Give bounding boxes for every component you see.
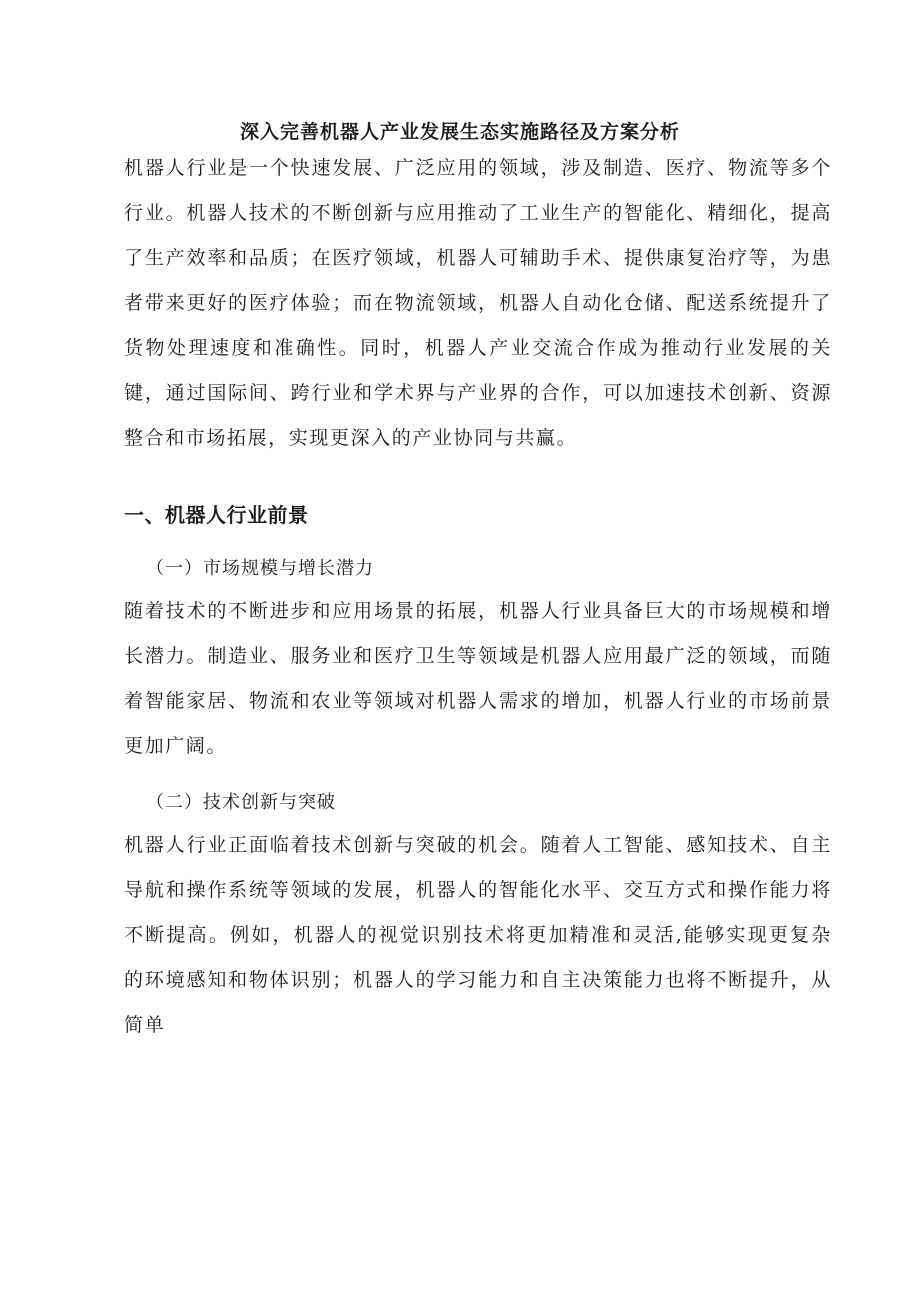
subsection-heading-market-scale: （一）市场规模与增长潜力 [146,558,374,579]
intro-paragraph: 机器人行业是一个快速发展、广泛应用的领域，涉及制造、医疗、物流等多个行业。机器人技术的不断创新与应用推动了工业生产的智能化、精细化，提高了生产效率和品质；在医疗领域，机器人可辅助手术、提供康复治疗等，为患者带来更好的医疗体验；而在物流领域，机器人自动化仓储、配送系统提升了货物处理速度和准确性。同时，机器人产业交流合作成为推动行业发展的关键，通过国际间、跨行业和学术界与产业界的合作，可以加速技术创新、资源整合和市场拓展，实现更深入的产业协同与共赢。 [124,157,832,449]
subsection-heading-tech-innovation: （二）技术创新与突破 [146,792,336,813]
section-heading-prospects: 一、机器人行业前景 [124,503,309,527]
market-scale-paragraph: 随着技术的不断进步和应用场景的拓展，机器人行业具备巨大的市场规模和增长潜力。制造业、服务业和医疗卫生等领域是机器人应用最广泛的领域，而随着智能家居、物流和农业等领域对机器人需求的增加，机器人行业的市场前景更加广阔。 [124,600,832,757]
document-title: 深入完善机器人产业发展生态实施路径及方案分析 [239,121,680,143]
tech-innovation-paragraph: 机器人行业正面临着技术创新与突破的机会。随着人工智能、感知技术、自主导航和操作系统等领域的发展，机器人的智能化水平、交互方式和操作能力将不断提高。例如，机器人的视觉识别技术将更加精准和灵活,能够实现更复杂的环境感知和物体识别；机器人的学习能力和自主决策能力也将不断提升，从简单 [124,834,832,1036]
